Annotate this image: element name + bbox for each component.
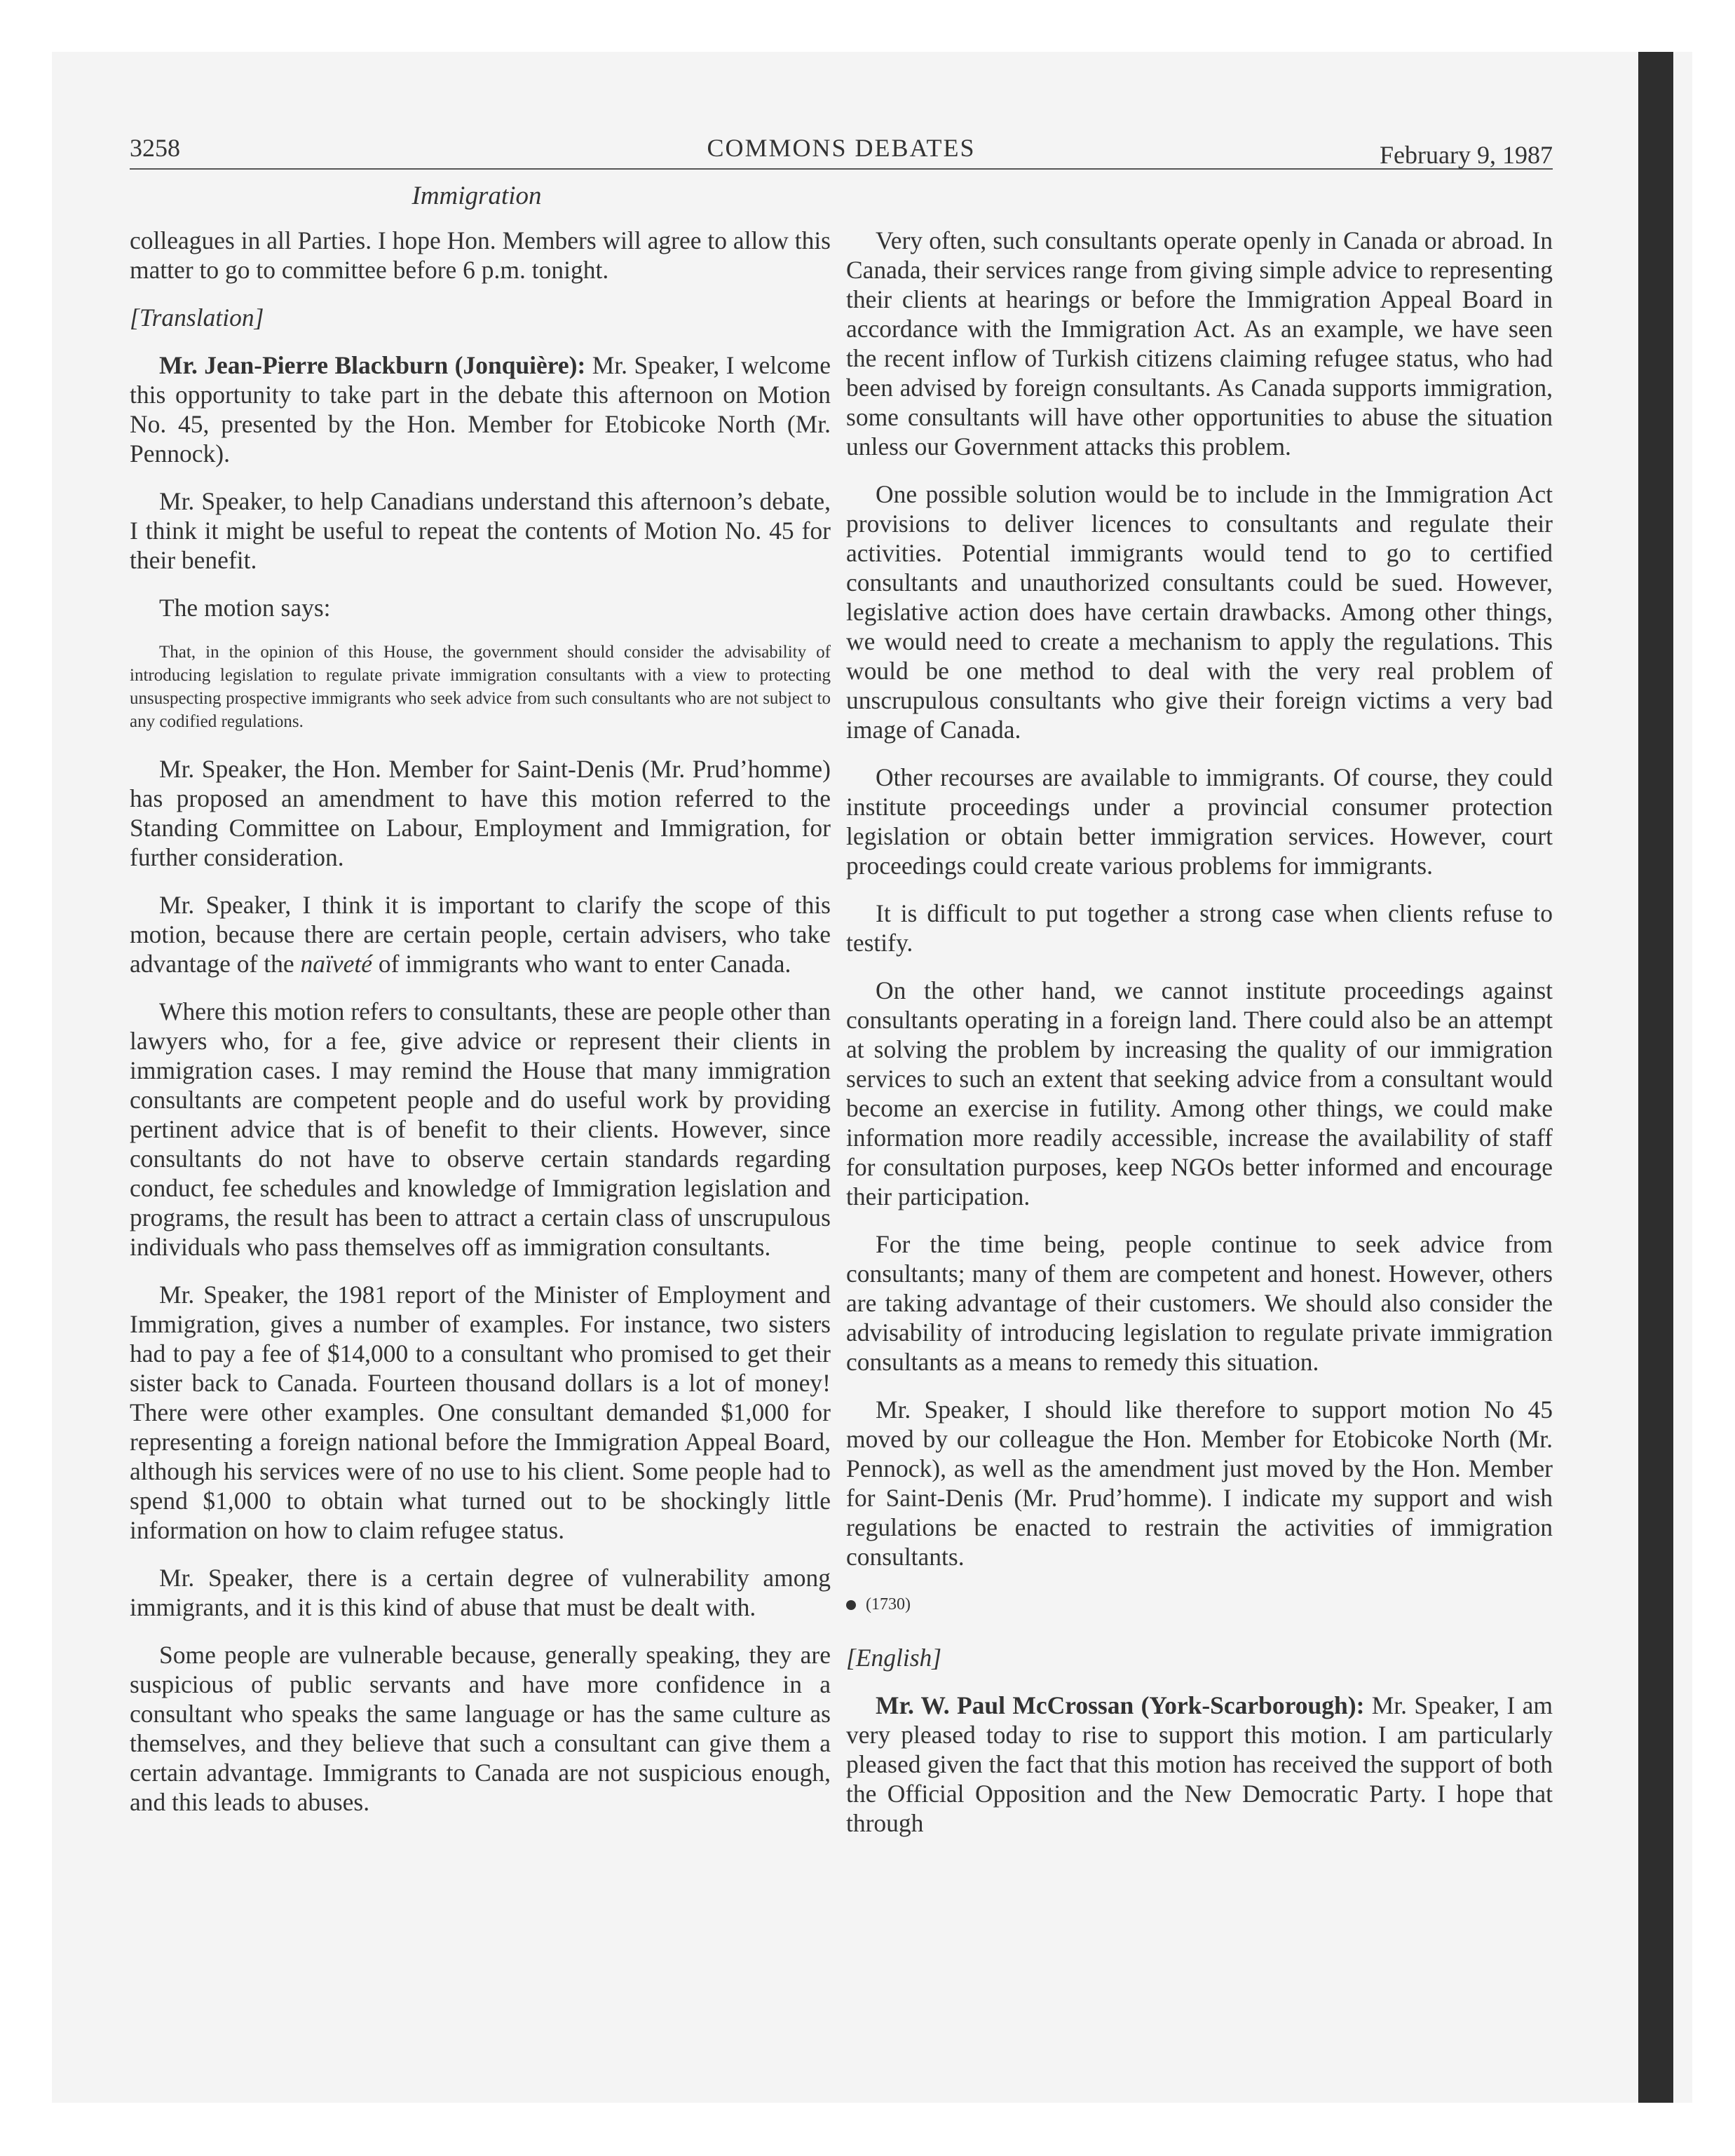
left-column — [130, 226, 831, 1835]
paragraph — [130, 890, 831, 978]
scan-edge — [1638, 52, 1673, 2103]
speaker-name: Mr. W. Paul McCrossan (York-Scarborough): — [876, 1691, 1365, 1719]
page-number: 3258 — [130, 134, 180, 162]
motion-quote: That, in the opinion of this House, the government should consider the advisability of introducing legislation to regulate private immigration consultants with a view to protecting unsuspecting prospective immigrants who seek advice from such consultants who are not subject to any codified regulations. — [130, 643, 831, 731]
right-column — [846, 226, 1553, 1856]
paragraph: Where this motion refers to consultants, these are people other than lawyers who, for a fee, give advice or represent their clients in immigration cases. I may remind the House that many immigration consultants are competent people and do useful work by providing pertinent advice that is of benefit to their clients. However, since consultants do not have to observe certain standards regarding conduct, fee schedules and knowledge of Immigration legislation and programs, the result has been to attract a certain class of unscrupulous individuals who pass themselves off as immigration consultants. — [130, 997, 831, 1261]
bullet-icon — [846, 1600, 856, 1610]
paragraph-text: Mr. Speaker, I think it is important to clarify the scope of this motion, because there are certain people, certain advisers, who take advantage of the — [130, 891, 831, 978]
paragraph: Mr. Speaker, to help Canadians understand this afternoon’s debate, I think it might be useful to repeat the contents of Motion No. 45 for their benefit. — [130, 487, 831, 574]
italic-word: naïveté — [300, 950, 372, 978]
paragraph: On the other hand, we cannot institute proceedings against consultants operating in a foreign land. There could also be an attempt at solving the problem by increasing the quality of our immigration services to such an extent that seeking advice from a consultant would become an exercise in futility. Among other things, we could make information more readily accessible, increase the availability of staff for consultation purposes, keep NGOs better informed and encourage their participation. — [846, 976, 1553, 1210]
paragraph — [130, 350, 831, 468]
paragraph: Very often, such consultants operate openly in Canada or abroad. In Canada, their services range from giving simple advice to representing their clients at hearings or before the Immigration Appeal Board in accordance with the Immigration Act. As an example, we have seen the recent inflow of Turkish citizens claiming refugee status, who had been advised by foreign consultants. As Canada supports immigration, some consultants will have other opportunities to abuse the situation unless our Government attacks this problem. — [846, 226, 1553, 460]
paragraph: Some people are vulnerable because, generally speaking, they are suspicious of public servants and have more confidence in a consultant who speaks the same language or has the same culture as themselves, and they believe that such a consultant can give them a certain advantage. Immigrants to Canada are not suspicious enough, and this leads to abuses. — [130, 1641, 831, 1816]
paragraph: The motion says: — [159, 594, 331, 622]
paragraph: Other recourses are available to immigrants. Of course, they could institute proceedings under a provincial consumer protection legislation or obtain better immigration services. However, court proceedings could create various problems for immigrants. — [846, 763, 1553, 880]
paragraph — [846, 1691, 1553, 1838]
paragraph: Mr. Speaker, the 1981 report of the Minister of Employment and Immigration, gives a number of examples. For instance, two sisters had to pay a fee of $14,000 to a consultant who promised to get their sister back to Canada. Fourteen thousand dollars is a lot of money! There were other examples. One consultant demanded $1,000 for representing a foreign national before the Immigration Appeal Board, although his services were of no use to his client. Some people had to spend $1,000 to obtain what turned out to be shockingly little information on how to claim refugee status. — [130, 1281, 831, 1544]
publication-title: COMMONS DEBATES — [707, 134, 976, 162]
translation-label: [Translation] — [130, 303, 264, 332]
paragraph: One possible solution would be to include in the Immigration Act provisions to deliver licences to consultants and regulate their activities. Potential immigrants would tend to go to certified consultants and unauthorized consultants could be sued. However, legislative action does have certain drawbacks. Among other things, we would need to create a mechanism to apply the regulations. This would be one method to deal with the very real problem of unscrupulous consultants who give their foreign victims a very bad image of Canada. — [846, 480, 1553, 744]
paragraph: Mr. Speaker, there is a certain degree of vulnerability among immigrants, and it is this kind of abuse that must be dealt with. — [130, 1564, 831, 1621]
page-header — [130, 133, 1553, 170]
time-marker-text: (1730) — [866, 1595, 911, 1613]
section-title: Immigration — [411, 182, 542, 210]
paragraph: Mr. Speaker, I should like therefore to support motion No 45 moved by our colleague the Hon. Member for Etobicoke North (Mr. Pennock), as well as the amendment just moved by the Hon. Member for Saint-Denis (Mr. Prud’homme). I indicate my support and wish regulations be enacted to restrain the activities of immigration consultants. — [846, 1396, 1553, 1571]
paragraph-text: Mr. Speaker, I welcome this opportunity to take part in the debate this afternoon on Motion No. 45, presented by the Hon. Member for Etobicoke North (Mr. Pennock). — [130, 351, 831, 468]
page-date: February 9, 1987 — [1380, 141, 1553, 169]
paragraph: It is difficult to put together a strong case when clients refuse to testify. — [846, 899, 1553, 957]
paragraph: Mr. Speaker, the Hon. Member for Saint-Denis (Mr. Prud’homme) has proposed an amendment to have this motion referred to the Standing Committee on Labour, Employment and Immigration, for further consideration. — [130, 755, 831, 871]
paragraph: For the time being, people continue to seek advice from consultants; many of them are competent and honest. However, others are taking advantage of their customers. We should also consider the advisability of introducing legislation to regulate private immigration consultants as a means to remedy this situation. — [846, 1230, 1553, 1376]
speaker-name: Mr. Jean-Pierre Blackburn (Jonquière): — [159, 351, 586, 379]
time-marker — [846, 1590, 1553, 1619]
english-label: [English] — [846, 1644, 942, 1672]
paragraph-text: of immigrants who want to enter Canada. — [372, 950, 791, 978]
paragraph-text: Mr. Speaker, I am very pleased today to rise to support this motion. I am particularly pleased given the fact that this motion has received the support of both the Official Opposition and the New Democratic Party. I hope that through — [846, 1691, 1553, 1837]
paragraph: colleagues in all Parties. I hope Hon. Members will agree to allow this matter to go to committee before 6 p.m. tonight. — [130, 226, 831, 284]
